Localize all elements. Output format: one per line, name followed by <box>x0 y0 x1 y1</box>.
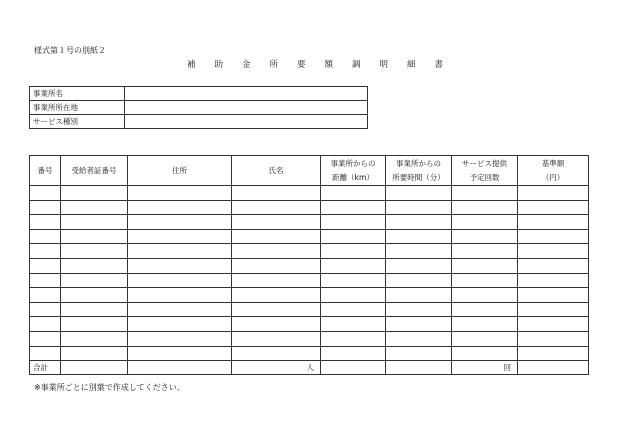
table-cell[interactable] <box>321 346 386 361</box>
table-row <box>30 331 589 346</box>
header-recipient-id: 受給者証番号 <box>61 156 128 186</box>
table-cell[interactable] <box>61 258 128 273</box>
table-cell[interactable] <box>321 186 386 201</box>
table-cell[interactable] <box>128 331 232 346</box>
table-row <box>30 200 589 215</box>
table-row <box>30 346 589 361</box>
table-cell[interactable] <box>128 229 232 244</box>
table-cell[interactable] <box>128 302 232 317</box>
total-times-unit: 回 <box>452 361 518 375</box>
header-planned-visits: サービス提供 予定回数 <box>452 156 518 186</box>
table-cell[interactable] <box>518 288 589 303</box>
table-cell[interactable] <box>232 302 321 317</box>
table-cell[interactable] <box>386 200 452 215</box>
table-cell[interactable] <box>518 317 589 332</box>
table-cell[interactable] <box>61 215 128 230</box>
table-cell[interactable] <box>61 331 128 346</box>
table-cell[interactable] <box>518 186 589 201</box>
document-title: 補助金所要額調明細書 <box>186 60 462 70</box>
info-label-facility-name: 事業所名 <box>30 87 125 101</box>
table-cell[interactable] <box>452 186 518 201</box>
info-value-service-type[interactable] <box>125 115 368 129</box>
table-cell[interactable] <box>321 229 386 244</box>
table-cell[interactable] <box>30 273 61 288</box>
table-cell[interactable] <box>61 317 128 332</box>
header-distance: 事業所からの 距離（km） <box>321 156 386 186</box>
table-cell[interactable] <box>128 273 232 288</box>
table-cell[interactable] <box>518 229 589 244</box>
header-name: 氏名 <box>232 156 321 186</box>
header-base-amount: 基準額 （円） <box>518 156 589 186</box>
table-cell[interactable] <box>452 346 518 361</box>
info-label-facility-address: 事業所所在地 <box>30 101 125 115</box>
table-cell[interactable] <box>232 244 321 259</box>
total-cell <box>61 361 128 375</box>
table-cell[interactable] <box>128 258 232 273</box>
table-cell[interactable] <box>30 302 61 317</box>
total-label: 合計 <box>30 361 61 375</box>
table-row <box>30 317 589 332</box>
info-label-service-type: サービス種別 <box>30 115 125 129</box>
total-persons-unit: 人 <box>232 361 321 375</box>
table-row <box>30 244 589 259</box>
table-cell[interactable] <box>386 229 452 244</box>
table-cell[interactable] <box>30 258 61 273</box>
table-cell[interactable] <box>518 346 589 361</box>
table-cell[interactable] <box>518 331 589 346</box>
table-cell[interactable] <box>518 258 589 273</box>
table-cell[interactable] <box>128 317 232 332</box>
table-cell[interactable] <box>452 244 518 259</box>
table-cell[interactable] <box>232 317 321 332</box>
table-cell[interactable] <box>321 302 386 317</box>
table-cell[interactable] <box>452 215 518 230</box>
table-header-row <box>30 156 589 186</box>
table-cell[interactable] <box>30 317 61 332</box>
table-cell[interactable] <box>452 200 518 215</box>
table-cell[interactable] <box>232 346 321 361</box>
info-value-facility-name[interactable] <box>125 87 368 101</box>
table-cell[interactable] <box>30 229 61 244</box>
table-cell[interactable] <box>232 288 321 303</box>
table-cell[interactable] <box>321 317 386 332</box>
header-number: 番号 <box>30 156 61 186</box>
subsidy-detail-table <box>29 155 589 375</box>
table-cell[interactable] <box>232 331 321 346</box>
table-row <box>30 302 589 317</box>
table-cell[interactable] <box>321 258 386 273</box>
table-cell[interactable] <box>30 186 61 201</box>
table-cell[interactable] <box>30 346 61 361</box>
table-cell[interactable] <box>128 244 232 259</box>
table-row <box>30 288 589 303</box>
table-cell[interactable] <box>321 288 386 303</box>
table-cell[interactable] <box>386 273 452 288</box>
table-cell[interactable] <box>518 244 589 259</box>
table-cell[interactable] <box>61 229 128 244</box>
total-cell <box>321 361 386 375</box>
table-cell[interactable] <box>518 302 589 317</box>
table-cell[interactable] <box>128 288 232 303</box>
table-cell[interactable] <box>61 244 128 259</box>
table-cell[interactable] <box>386 346 452 361</box>
table-cell[interactable] <box>386 215 452 230</box>
table-cell[interactable] <box>518 200 589 215</box>
table-cell[interactable] <box>128 186 232 201</box>
table-cell[interactable] <box>321 200 386 215</box>
table-cell[interactable] <box>321 273 386 288</box>
info-row-facility-name <box>30 87 368 101</box>
header-travel-time: 事業所からの 所要時間（分） <box>386 156 452 186</box>
total-row <box>30 361 589 375</box>
table-cell[interactable] <box>30 244 61 259</box>
footnote: ※事業所ごとに別葉で作成してください。 <box>34 383 185 392</box>
table-body <box>30 186 589 361</box>
info-row-facility-address <box>30 101 368 115</box>
table-cell[interactable] <box>452 258 518 273</box>
table-cell[interactable] <box>518 215 589 230</box>
info-value-facility-address[interactable] <box>125 101 368 115</box>
form-number: 様式第１号の別紙２ <box>34 46 106 55</box>
table-cell[interactable] <box>232 215 321 230</box>
table-cell[interactable] <box>61 200 128 215</box>
total-cell <box>128 361 232 375</box>
table-cell[interactable] <box>386 288 452 303</box>
table-cell[interactable] <box>386 186 452 201</box>
table-row <box>30 273 589 288</box>
total-cell <box>518 361 589 375</box>
table-cell[interactable] <box>61 288 128 303</box>
table-cell[interactable] <box>128 215 232 230</box>
table-cell[interactable] <box>452 331 518 346</box>
total-cell <box>386 361 452 375</box>
table-cell[interactable] <box>386 244 452 259</box>
table-cell[interactable] <box>232 258 321 273</box>
table-cell[interactable] <box>61 273 128 288</box>
table-cell[interactable] <box>30 331 61 346</box>
table-row <box>30 215 589 230</box>
table-cell[interactable] <box>321 215 386 230</box>
table-cell[interactable] <box>452 273 518 288</box>
table-cell[interactable] <box>232 229 321 244</box>
header-address: 住所 <box>128 156 232 186</box>
table-cell[interactable] <box>30 200 61 215</box>
table-cell[interactable] <box>61 346 128 361</box>
table-cell[interactable] <box>386 317 452 332</box>
info-row-service-type <box>30 115 368 129</box>
table-cell[interactable] <box>232 273 321 288</box>
table-cell[interactable] <box>386 258 452 273</box>
table-row <box>30 258 589 273</box>
table-cell[interactable] <box>452 302 518 317</box>
table-cell[interactable] <box>61 186 128 201</box>
table-cell[interactable] <box>61 302 128 317</box>
table-cell[interactable] <box>232 200 321 215</box>
table-cell[interactable] <box>386 331 452 346</box>
table-cell[interactable] <box>30 288 61 303</box>
table-cell[interactable] <box>452 288 518 303</box>
table-cell[interactable] <box>30 215 61 230</box>
facility-info-table <box>29 86 368 129</box>
table-row <box>30 186 589 201</box>
table-cell[interactable] <box>452 229 518 244</box>
table-cell[interactable] <box>321 331 386 346</box>
table-cell[interactable] <box>452 317 518 332</box>
table-cell[interactable] <box>386 302 452 317</box>
table-row <box>30 229 589 244</box>
table-cell[interactable] <box>128 346 232 361</box>
table-cell[interactable] <box>128 200 232 215</box>
table-cell[interactable] <box>321 244 386 259</box>
table-cell[interactable] <box>232 186 321 201</box>
table-cell[interactable] <box>518 273 589 288</box>
